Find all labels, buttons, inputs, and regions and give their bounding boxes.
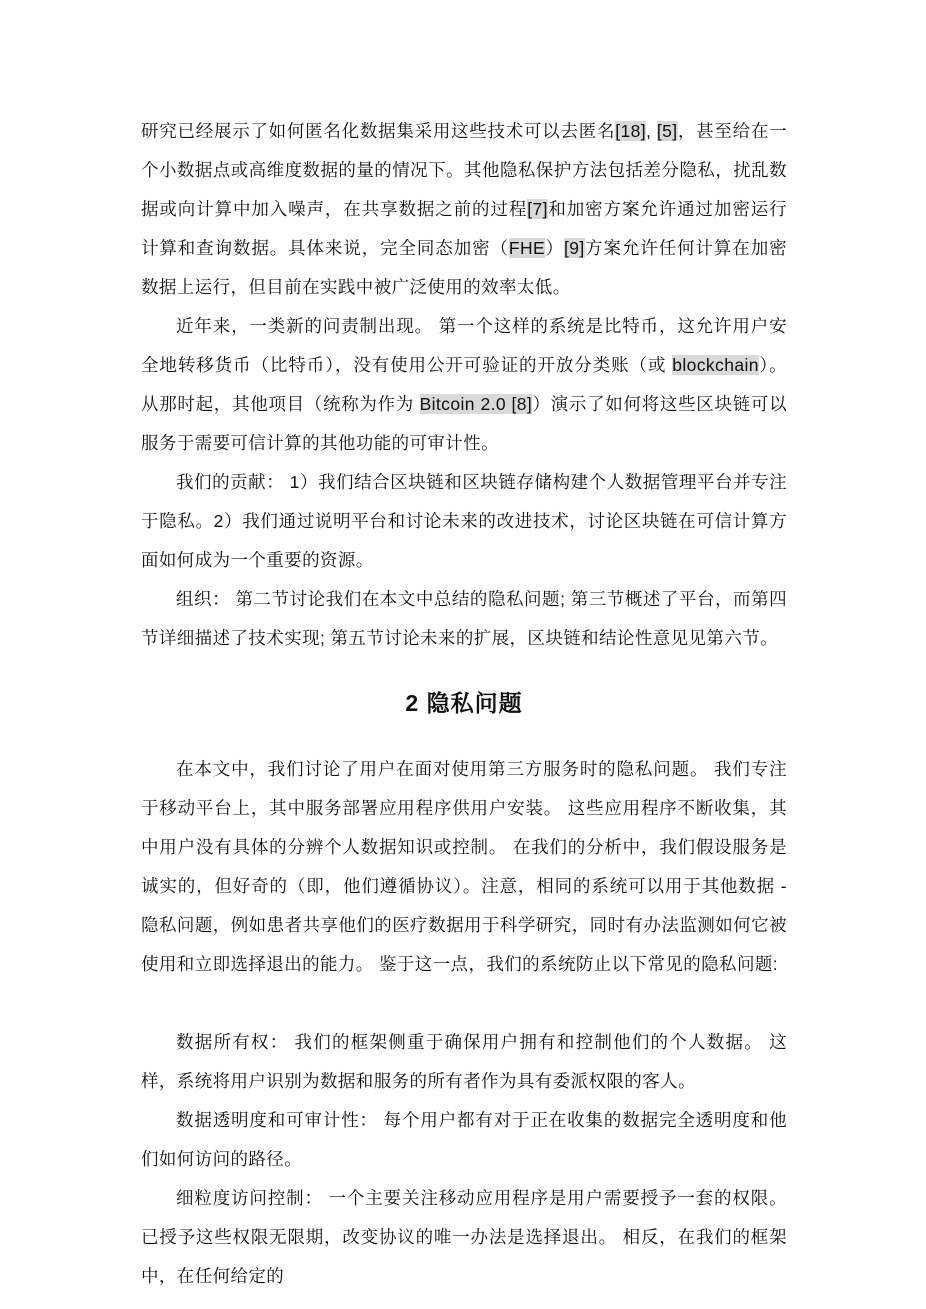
paragraph-data-transparency [141,1101,787,1179]
paragraph-anonymization [141,112,787,307]
citation-7: [7] [527,199,548,219]
paragraph-organization [141,580,787,658]
paragraph-bitcoin [141,307,787,463]
text-run: 数据所有权： 我们的框架侧重于确保用户拥有和控制他们的个人数据。 这样，系统将用户识别为数据和服务的所有者作为具有委派权限的客人。 [141,1032,787,1091]
text-run: 研究已经展示了如何匿名化数据集采用这些技术可以去匿名 [141,121,616,141]
text-run: 细粒度访问控制： 一个主要关注移动应用程序是用户需要授予一套的权限。 已授予这些权限无限期，改变协议的唯一办法是选择退出。 相反，在我们的框架中，在任何给定的 [141,1188,787,1286]
paragraph-access-control [141,1179,787,1296]
section-heading: 2 隐私问题 [405,690,523,716]
term-fhe: FHE [508,238,546,258]
term-blockchain: blockchain [672,355,759,375]
text-run: ） [545,238,564,258]
term-bitcoin-2-0-citation-8: Bitcoin 2.0 [8] [419,394,533,414]
paragraph-privacy-discussion [141,750,787,984]
paragraph-contributions [141,463,787,580]
text-run: 和加密方案允许通过加密运行计算和查询数据。具体来说，完全同态加密（ [141,199,787,258]
text-run: 数据透明度和可审计性： 每个用户都有对于正在收集的数据完全透明度和他们如何访问的路径。 [141,1110,787,1169]
text-run: 组织： 第二节讨论我们在本文中总结的隐私问题; 第三节概述了平台，而第四节详细描述了技术实现; 第五节讨论未来的扩展，区块链和结论性意见见第六节。 [141,589,787,648]
text-run: ）演示了如何将这些区块链可以服务于需要可信计算的其他功能的可审计性。 [141,394,787,453]
citation-18: [18] [615,121,647,141]
text-run: ，甚至给在一个小数据点或高维度数据的量的情况下。其他隐私保护方法包括差分隐私，扰乱数据或向计算中加入噪声，在共享数据之前的过程 [141,121,787,219]
text-run: ）。 从那时起，其他项目（统称为作为 [141,355,787,414]
citation-9: [9] [563,238,585,258]
text-run: , [646,121,657,141]
text-run: 近年来，一类新的问责制出现。 第一个这样的系统是比特币，这允许用户安全地转移货币（比特币），没有使用公开可验证的开放分类账（或 [141,316,787,375]
paragraph-data-ownership [141,1023,787,1101]
text-run: 我们的贡献： 1）我们结合区块链和区块链存储构建个人数据管理平台并专注于隐私。2）我们通过说明平台和讨论未来的改进技术，讨论区块链在可信计算方面如何成为一个重要的资源。 [141,472,787,570]
citation-5: [5] [656,121,678,141]
text-run: 在本文中，我们讨论了用户在面对使用第三方服务时的隐私问题。 我们专注于移动平台上，其中服务部署应用程序供用户安装。 这些应用程序不断收集，其中用户没有具体的分辨个人数据知识或控制。 在我们的分析中，我们假设服务是诚实的，但好奇的（即，他们遵循协议）。注意，相同的系统可以用于其他数据 - 隐私问题，例如患者共享他们的医疗数据用于科学研究，同时有办法监测如何它被使用和立即选择退出的能力。 鉴于这一点，我们的系统防止以下常见的隐私问题: [141,759,787,974]
text-run: 方案允许任何计算在加密数据上运行，但目前在实践中被广泛使用的效率太低。 [141,238,787,297]
